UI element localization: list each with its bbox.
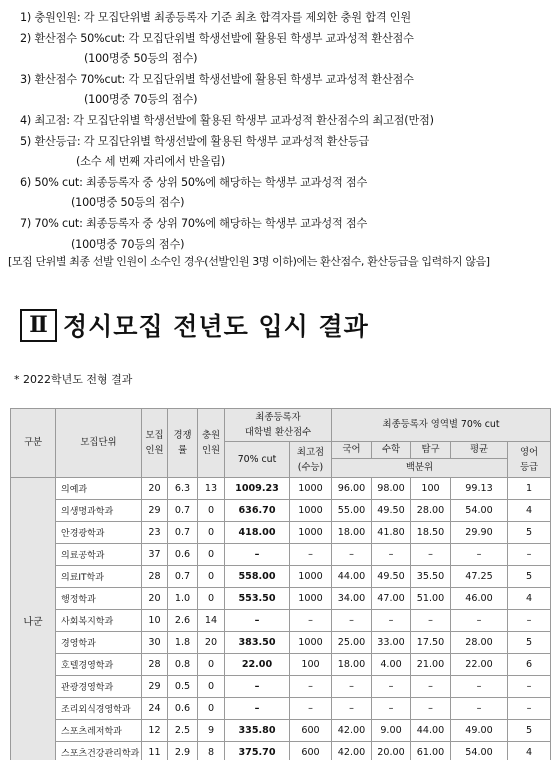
fill-cell: 20: [198, 632, 225, 654]
note-item: 5) 환산등급: 각 모집단위별 학생선발에 활용된 학생부 교과성적 환산등급: [20, 134, 370, 148]
max-cell: 1000: [290, 500, 332, 522]
math-cell: 33.00: [372, 632, 411, 654]
table-row: [11, 500, 551, 522]
admission-results-table: [10, 408, 550, 760]
max-cell: 1000: [290, 588, 332, 610]
rate-cell: 0.6: [168, 544, 198, 566]
unit-name-cell: 사회복지학과: [56, 610, 142, 632]
avg-cell: 54.00: [451, 500, 508, 522]
rate-cell: 2.5: [168, 720, 198, 742]
table-row: [11, 544, 551, 566]
table-row: [11, 478, 551, 500]
avg-cell: –: [451, 610, 508, 632]
unit-name-cell: 의료IT학과: [56, 566, 142, 588]
section-number: Ⅱ: [20, 309, 57, 342]
math-cell: 4.00: [372, 654, 411, 676]
table-row: [11, 566, 551, 588]
col-header-korean: 국어: [332, 442, 372, 459]
fill-cell: 9: [198, 720, 225, 742]
note-subtext: (100명중 50등의 점수): [84, 52, 198, 66]
table-row: [11, 522, 551, 544]
col-header-percentile: 백분위: [332, 459, 508, 478]
math-cell: 9.00: [372, 720, 411, 742]
note-subtext: (100명중 50등의 점수): [71, 196, 185, 210]
unit-name-cell: 의예과: [56, 478, 142, 500]
table-row: [11, 610, 551, 632]
english-cell: 6: [508, 654, 551, 676]
cut70-cell: 636.70: [225, 500, 290, 522]
inquiry-cell: –: [411, 676, 451, 698]
avg-cell: 28.00: [451, 632, 508, 654]
quota-cell: 20: [142, 588, 168, 610]
note-item: 6) 50% cut: 최종등록자 중 상위 50%에 해당하는 학생부 교과성적 점수: [20, 175, 368, 189]
cut70-cell: 418.00: [225, 522, 290, 544]
inquiry-cell: 18.50: [411, 522, 451, 544]
cut70-cell: 558.00: [225, 566, 290, 588]
quota-cell: 30: [142, 632, 168, 654]
english-cell: 4: [508, 588, 551, 610]
col-header-rate: 경쟁 률: [168, 409, 198, 478]
unit-name-cell: 관광경영학과: [56, 676, 142, 698]
table-caption: * 2022학년도 전형 결과: [14, 373, 133, 386]
math-cell: 49.50: [372, 500, 411, 522]
unit-name-cell: 경영학과: [56, 632, 142, 654]
korean-cell: 44.00: [332, 566, 372, 588]
quota-cell: 23: [142, 522, 168, 544]
quota-cell: 24: [142, 698, 168, 720]
inquiry-cell: 28.00: [411, 500, 451, 522]
inquiry-cell: 51.00: [411, 588, 451, 610]
english-cell: 5: [508, 566, 551, 588]
quota-cell: 37: [142, 544, 168, 566]
cut70-cell: 1009.23: [225, 478, 290, 500]
avg-cell: 47.25: [451, 566, 508, 588]
math-cell: –: [372, 610, 411, 632]
avg-cell: 22.00: [451, 654, 508, 676]
rate-cell: 1.0: [168, 588, 198, 610]
rate-cell: 2.6: [168, 610, 198, 632]
cut70-cell: 553.50: [225, 588, 290, 610]
quota-cell: 12: [142, 720, 168, 742]
fill-cell: 0: [198, 654, 225, 676]
max-cell: –: [290, 698, 332, 720]
fill-cell: 14: [198, 610, 225, 632]
note-subtext: (소수 세 번째 자리에서 반올림): [76, 155, 226, 169]
english-cell: –: [508, 676, 551, 698]
english-cell: 1: [508, 478, 551, 500]
fill-cell: 8: [198, 742, 225, 760]
quota-cell: 28: [142, 654, 168, 676]
fill-cell: 0: [198, 698, 225, 720]
table-row: [11, 588, 551, 610]
english-cell: 5: [508, 720, 551, 742]
cut70-cell: –: [225, 676, 290, 698]
korean-cell: 96.00: [332, 478, 372, 500]
max-cell: –: [290, 610, 332, 632]
quota-cell: 20: [142, 478, 168, 500]
max-cell: 1000: [290, 522, 332, 544]
avg-cell: –: [451, 676, 508, 698]
korean-cell: 34.00: [332, 588, 372, 610]
unit-name-cell: 호텔경영학과: [56, 654, 142, 676]
cut70-cell: –: [225, 698, 290, 720]
max-cell: 1000: [290, 632, 332, 654]
table-row: [11, 654, 551, 676]
korean-cell: –: [332, 544, 372, 566]
fill-cell: 0: [198, 676, 225, 698]
avg-cell: –: [451, 698, 508, 720]
note-subtext: (100명중 70등의 점수): [71, 237, 185, 251]
col-header-area-group: 최종등록자 영역별 70% cut: [332, 409, 551, 442]
fill-cell: 0: [198, 522, 225, 544]
math-cell: 98.00: [372, 478, 411, 500]
group-label: 나군: [11, 478, 56, 760]
note-item: 7) 70% cut: 최종등록자 중 상위 70%에 해당하는 학생부 교과성적 점수: [20, 216, 368, 230]
english-cell: 4: [508, 500, 551, 522]
avg-cell: –: [451, 544, 508, 566]
table-row: [11, 632, 551, 654]
inquiry-cell: 17.50: [411, 632, 451, 654]
korean-cell: –: [332, 698, 372, 720]
col-header-quota: 모집 인원: [142, 409, 168, 478]
rate-cell: 2.9: [168, 742, 198, 760]
fill-cell: 0: [198, 500, 225, 522]
math-cell: –: [372, 698, 411, 720]
unit-name-cell: 안경광학과: [56, 522, 142, 544]
rate-cell: 0.7: [168, 522, 198, 544]
korean-cell: –: [332, 610, 372, 632]
note-item: 3) 환산점수 70%cut: 각 모집단위별 학생선발에 활용된 학생부 교과성적 환산점수: [20, 72, 414, 86]
table-row: [11, 720, 551, 742]
korean-cell: 18.00: [332, 522, 372, 544]
cut70-cell: –: [225, 544, 290, 566]
table-row: [11, 742, 551, 760]
korean-cell: 42.00: [332, 720, 372, 742]
fill-cell: 0: [198, 566, 225, 588]
math-cell: –: [372, 544, 411, 566]
avg-cell: 54.00: [451, 742, 508, 760]
rate-cell: 0.7: [168, 566, 198, 588]
inquiry-cell: 44.00: [411, 720, 451, 742]
table-row: [11, 698, 551, 720]
inquiry-cell: 100: [411, 478, 451, 500]
col-header-unit: 모집단위: [56, 409, 142, 478]
max-cell: 1000: [290, 566, 332, 588]
rate-cell: 1.8: [168, 632, 198, 654]
avg-cell: 29.90: [451, 522, 508, 544]
section-heading: [20, 307, 369, 343]
selection-note: [모집 단위별 최종 선발 인원이 소수인 경우(선발인원 3명 이하)에는 환산점수, 환산등급을 입력하지 않음]: [8, 255, 490, 268]
cut70-cell: –: [225, 610, 290, 632]
inquiry-cell: –: [411, 610, 451, 632]
cut70-cell: 22.00: [225, 654, 290, 676]
rate-cell: 6.3: [168, 478, 198, 500]
korean-cell: 18.00: [332, 654, 372, 676]
col-header-group: 구분: [11, 409, 56, 478]
unit-name-cell: 조리외식경영학과: [56, 698, 142, 720]
note-subtext: (100명중 70등의 점수): [84, 93, 198, 107]
fill-cell: 0: [198, 544, 225, 566]
inquiry-cell: 61.00: [411, 742, 451, 760]
max-cell: 600: [290, 742, 332, 760]
col-header-conversion-group: 최종등록자 대학별 환산점수: [225, 409, 332, 442]
quota-cell: 10: [142, 610, 168, 632]
unit-name-cell: 의생명과학과: [56, 500, 142, 522]
math-cell: 47.00: [372, 588, 411, 610]
max-cell: 600: [290, 720, 332, 742]
quota-cell: 28: [142, 566, 168, 588]
korean-cell: 25.00: [332, 632, 372, 654]
max-cell: –: [290, 544, 332, 566]
max-cell: 100: [290, 654, 332, 676]
fill-cell: 0: [198, 588, 225, 610]
section-title: 정시모집 전년도 입시 결과: [63, 312, 369, 341]
quota-cell: 29: [142, 500, 168, 522]
rate-cell: 0.5: [168, 676, 198, 698]
inquiry-cell: –: [411, 544, 451, 566]
inquiry-cell: –: [411, 698, 451, 720]
english-cell: –: [508, 698, 551, 720]
math-cell: 41.80: [372, 522, 411, 544]
english-cell: 5: [508, 522, 551, 544]
english-cell: 5: [508, 632, 551, 654]
korean-cell: –: [332, 676, 372, 698]
col-header-english: 영어 등급: [508, 442, 551, 478]
math-cell: 49.50: [372, 566, 411, 588]
max-cell: 1000: [290, 478, 332, 500]
unit-name-cell: 스포츠레저학과: [56, 720, 142, 742]
max-cell: –: [290, 676, 332, 698]
col-header-inquiry: 탐구: [411, 442, 451, 459]
cut70-cell: 383.50: [225, 632, 290, 654]
col-header-average: 평균: [451, 442, 508, 459]
inquiry-cell: 21.00: [411, 654, 451, 676]
quota-cell: 11: [142, 742, 168, 760]
avg-cell: 49.00: [451, 720, 508, 742]
quota-cell: 29: [142, 676, 168, 698]
col-header-math: 수학: [372, 442, 411, 459]
korean-cell: 42.00: [332, 742, 372, 760]
table-row: [11, 676, 551, 698]
col-header-fill: 충원 인원: [198, 409, 225, 478]
cut70-cell: 335.80: [225, 720, 290, 742]
avg-cell: 99.13: [451, 478, 508, 500]
fill-cell: 13: [198, 478, 225, 500]
col-header-cut70: 70% cut: [225, 442, 290, 478]
unit-name-cell: 의료공학과: [56, 544, 142, 566]
english-cell: 4: [508, 742, 551, 760]
note-item: 2) 환산점수 50%cut: 각 모집단위별 학생선발에 활용된 학생부 교과성적 환산점수: [20, 31, 414, 45]
unit-name-cell: 행정학과: [56, 588, 142, 610]
rate-cell: 0.8: [168, 654, 198, 676]
notes-list: [20, 8, 550, 255]
english-cell: –: [508, 610, 551, 632]
math-cell: –: [372, 676, 411, 698]
cut70-cell: 375.70: [225, 742, 290, 760]
math-cell: 20.00: [372, 742, 411, 760]
inquiry-cell: 35.50: [411, 566, 451, 588]
unit-name-cell: 스포츠건강관리학과: [56, 742, 142, 760]
note-item: 1) 충원인원: 각 모집단위별 최종등록자 기준 최초 합격자를 제외한 충원 합격 인원: [20, 11, 411, 24]
korean-cell: 55.00: [332, 500, 372, 522]
english-cell: –: [508, 544, 551, 566]
rate-cell: 0.7: [168, 500, 198, 522]
avg-cell: 46.00: [451, 588, 508, 610]
note-item: 4) 최고점: 각 모집단위별 학생선발에 활용된 학생부 교과성적 환산점수의 최고점(만점): [20, 113, 434, 127]
rate-cell: 0.6: [168, 698, 198, 720]
col-header-max: 최고점 (수능): [290, 442, 332, 478]
